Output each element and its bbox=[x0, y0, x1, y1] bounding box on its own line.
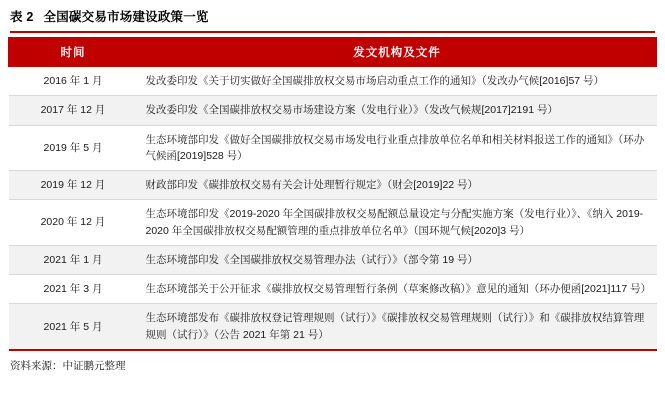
source-note: 资料来源：中证鹏元整理 bbox=[10, 359, 126, 372]
cell-time: 2017 年 12 月 bbox=[9, 96, 138, 125]
cell-time: 2019 年 12 月 bbox=[9, 171, 138, 200]
table-row bbox=[9, 304, 657, 350]
table-row bbox=[9, 67, 657, 96]
table-body bbox=[9, 67, 657, 350]
table-header bbox=[9, 38, 657, 67]
table-caption-text: 全国碳交易市场建设政策一览 bbox=[43, 10, 209, 24]
cell-time: 2021 年 5 月 bbox=[9, 304, 138, 350]
table-row bbox=[9, 171, 657, 200]
cell-document: 生态环境部关于公开征求《碳排放权交易管理暂行条例（草案修改稿）》意见的通知（环办便函[2021]117 号） bbox=[138, 275, 657, 304]
table-row bbox=[9, 200, 657, 246]
column-header-document: 发文机构及文件 bbox=[138, 38, 657, 67]
cell-time: 2019 年 5 月 bbox=[9, 125, 138, 171]
title-divider bbox=[10, 31, 655, 33]
cell-document: 发改委印发《全国碳排放权交易市场建设方案（发电行业）》（发改气候规[2017]2191 号） bbox=[138, 96, 657, 125]
table-row bbox=[9, 275, 657, 304]
cell-time: 2020 年 12 月 bbox=[9, 200, 138, 246]
table-caption-label: 表 2 bbox=[10, 10, 34, 24]
column-header-time: 时间 bbox=[9, 38, 138, 67]
policy-table bbox=[8, 37, 657, 351]
table-row bbox=[9, 96, 657, 125]
table-caption bbox=[8, 0, 657, 31]
cell-document: 生态环境部发布《碳排放权登记管理规则（试行）》《碳排放权交易管理规则（试行）》和《碳排放权结算管理规则（试行）》（公告 2021 年第 21 号） bbox=[138, 304, 657, 350]
cell-time: 2021 年 3 月 bbox=[9, 275, 138, 304]
cell-document: 财政部印发《碳排放权交易有关会计处理暂行规定》（财会[2019]22 号） bbox=[138, 171, 657, 200]
cell-document: 发改委印发《关于切实做好全国碳排放权交易市场启动重点工作的通知》（发改办气候[2016]57 号） bbox=[138, 67, 657, 96]
cell-document: 生态环境部印发《做好全国碳排放权交易市场发电行业重点排放单位名单和相关材料报送工作的通知》（环办气候函[2019]528 号） bbox=[138, 125, 657, 171]
cell-time: 2021 年 1 月 bbox=[9, 245, 138, 274]
table-row bbox=[9, 245, 657, 274]
cell-document: 生态环境部印发《全国碳排放权交易管理办法（试行）》（部令第 19 号） bbox=[138, 245, 657, 274]
cell-document: 生态环境部印发《2019-2020 年全国碳排放权交易配额总量设定与分配实施方案（发电行业）》、《纳入 2019-2020 年全国碳排放权交易配额管理的重点排放单位名单》（国环规气候[2020]3 号） bbox=[138, 200, 657, 246]
table-header-row bbox=[9, 38, 657, 67]
table-row bbox=[9, 125, 657, 171]
cell-time: 2016 年 1 月 bbox=[9, 67, 138, 96]
